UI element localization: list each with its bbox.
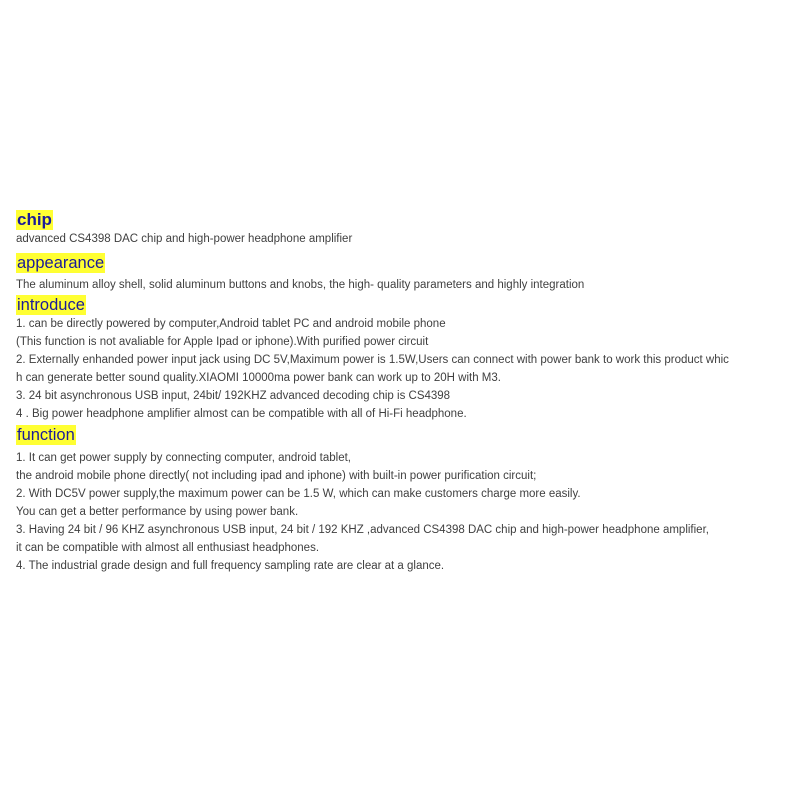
text-line: 4 . Big power headphone amplifier almost can be compatible with all of Hi-Fi headphone. [16, 408, 467, 420]
text-line: 3. Having 24 bit / 96 KHZ asynchronous USB input, 24 bit / 192 KHZ ,advanced CS4398 DAC chip and high-power headphone amplifier, [16, 524, 709, 536]
section-body-introduce [16, 315, 786, 423]
section-heading-chip: chip [17, 210, 52, 229]
text-line: 3. 24 bit asynchronous USB input, 24bit/ 192KHZ advanced decoding chip is CS4398 [16, 390, 451, 402]
text-line: 4. The industrial grade design and full frequency sampling rate are clear at a glance. [16, 560, 445, 572]
section-body-appearance [16, 276, 786, 294]
text-line: h can generate better sound quality.XIAOMI 10000ma power bank can work up to 20H with M3. [16, 372, 501, 384]
text-line: The aluminum alloy shell, solid aluminum buttons and knobs, the high- quality parameters and highly integration [16, 279, 585, 291]
section-chip [16, 208, 786, 248]
section-body-chip [16, 230, 786, 248]
section-appearance [16, 253, 786, 294]
text-line: You can get a better performance by using power bank. [16, 506, 299, 518]
text-line: 1. can be directly powered by computer,Android tablet PC and android mobile phone [16, 318, 446, 330]
section-body-function [16, 449, 786, 575]
section-introduce [16, 295, 786, 423]
section-heading-function: function [17, 426, 75, 444]
text-line: advanced CS4398 DAC chip and high-power headphone amplifier [16, 233, 353, 245]
section-heading-introduce: introduce [17, 296, 85, 314]
product-description [16, 208, 786, 575]
text-line: (This function is not avaliable for Apple Ipad or iphone).With purified power circuit [16, 336, 429, 348]
text-line: the android mobile phone directly( not including ipad and iphone) with built-in power purification circuit; [16, 470, 537, 482]
text-line: 2. Externally enhanded power input jack using DC 5V,Maximum power is 1.5W,Users can connect with power bank to work this product whic [16, 354, 729, 366]
text-line: 1. It can get power supply by connecting computer, android tablet, [16, 452, 351, 464]
text-line: it can be compatible with almost all enthusiast headphones. [16, 542, 320, 554]
section-function [16, 425, 786, 575]
text-line: 2. With DC5V power supply,the maximum power can be 1.5 W, which can make customers charge more easily. [16, 488, 581, 500]
section-heading-appearance: appearance [17, 254, 105, 272]
